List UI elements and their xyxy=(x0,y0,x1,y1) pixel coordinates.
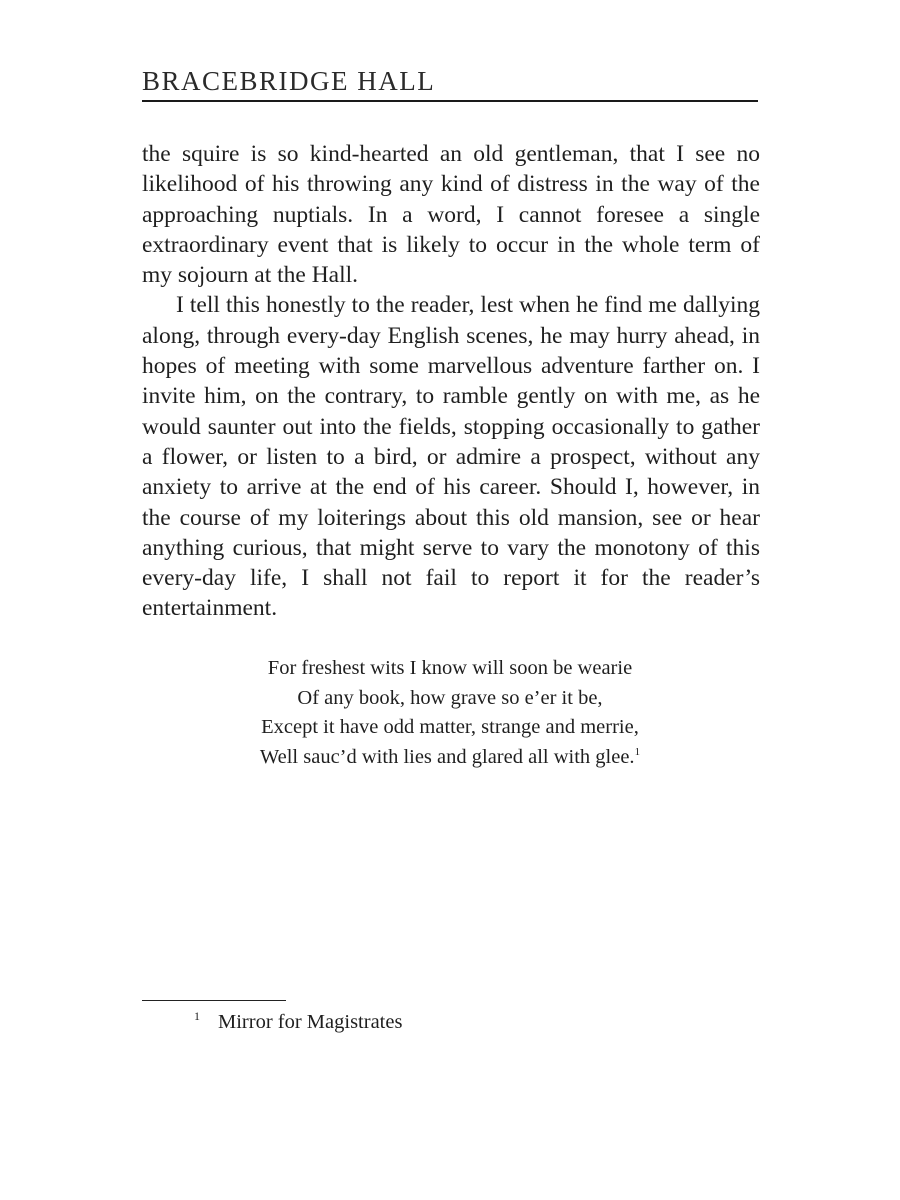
body-text xyxy=(142,139,760,624)
footnote-text: Mirror for Magistrates xyxy=(218,1011,403,1033)
footnote: 1 Mirror for Magistrates xyxy=(194,1009,403,1033)
paragraph-1: the squire is so kind-hearted an old gentleman, that I see no likelihood of his throwing any kind of distress in the way of the approaching nuptials. In a word, I cannot foresee a single extraordinary event that is likely to occur in the whole term of my sojourn at the Hall. xyxy=(142,141,760,289)
verse-line-4-text: Well sauc’d with lies and glared all with glee. xyxy=(259,745,635,768)
running-head: BRACEBRIDGE HALL xyxy=(142,66,436,96)
verse-line-3: Except it have odd matter, strange and merrie, xyxy=(261,716,639,738)
paragraph-2: I tell this honestly to the reader, lest when he find me dallying along, through every-day English scenes, he may hurry ahead, in hopes of meeting with some marvellous adventure farther on. I invite him, on the contrary, to ramble gently on with me, as he would saunter out into the fields, stopping occasionally to gather a flower, or listen to a bird, or admire a prospect, without any anxiety to arrive at the end of his career. Should I, however, in the course of my loiterings about this old mansion, see or hear anything curious, that might serve to vary the monotony of this every-day life, I shall not fail to report it for the reader’s entertainment. xyxy=(142,292,760,622)
header-rule xyxy=(142,100,758,102)
verse-line-2: Of any book, how grave so e’er it be, xyxy=(297,686,603,709)
verse-epigraph xyxy=(142,654,758,772)
footnote-rule xyxy=(142,1000,286,1001)
verse-line-4 xyxy=(142,743,758,773)
footnote-reference[interactable]: 1 xyxy=(634,745,641,758)
verse-line-1: For freshest wits I know will soon be wearie xyxy=(267,657,633,679)
